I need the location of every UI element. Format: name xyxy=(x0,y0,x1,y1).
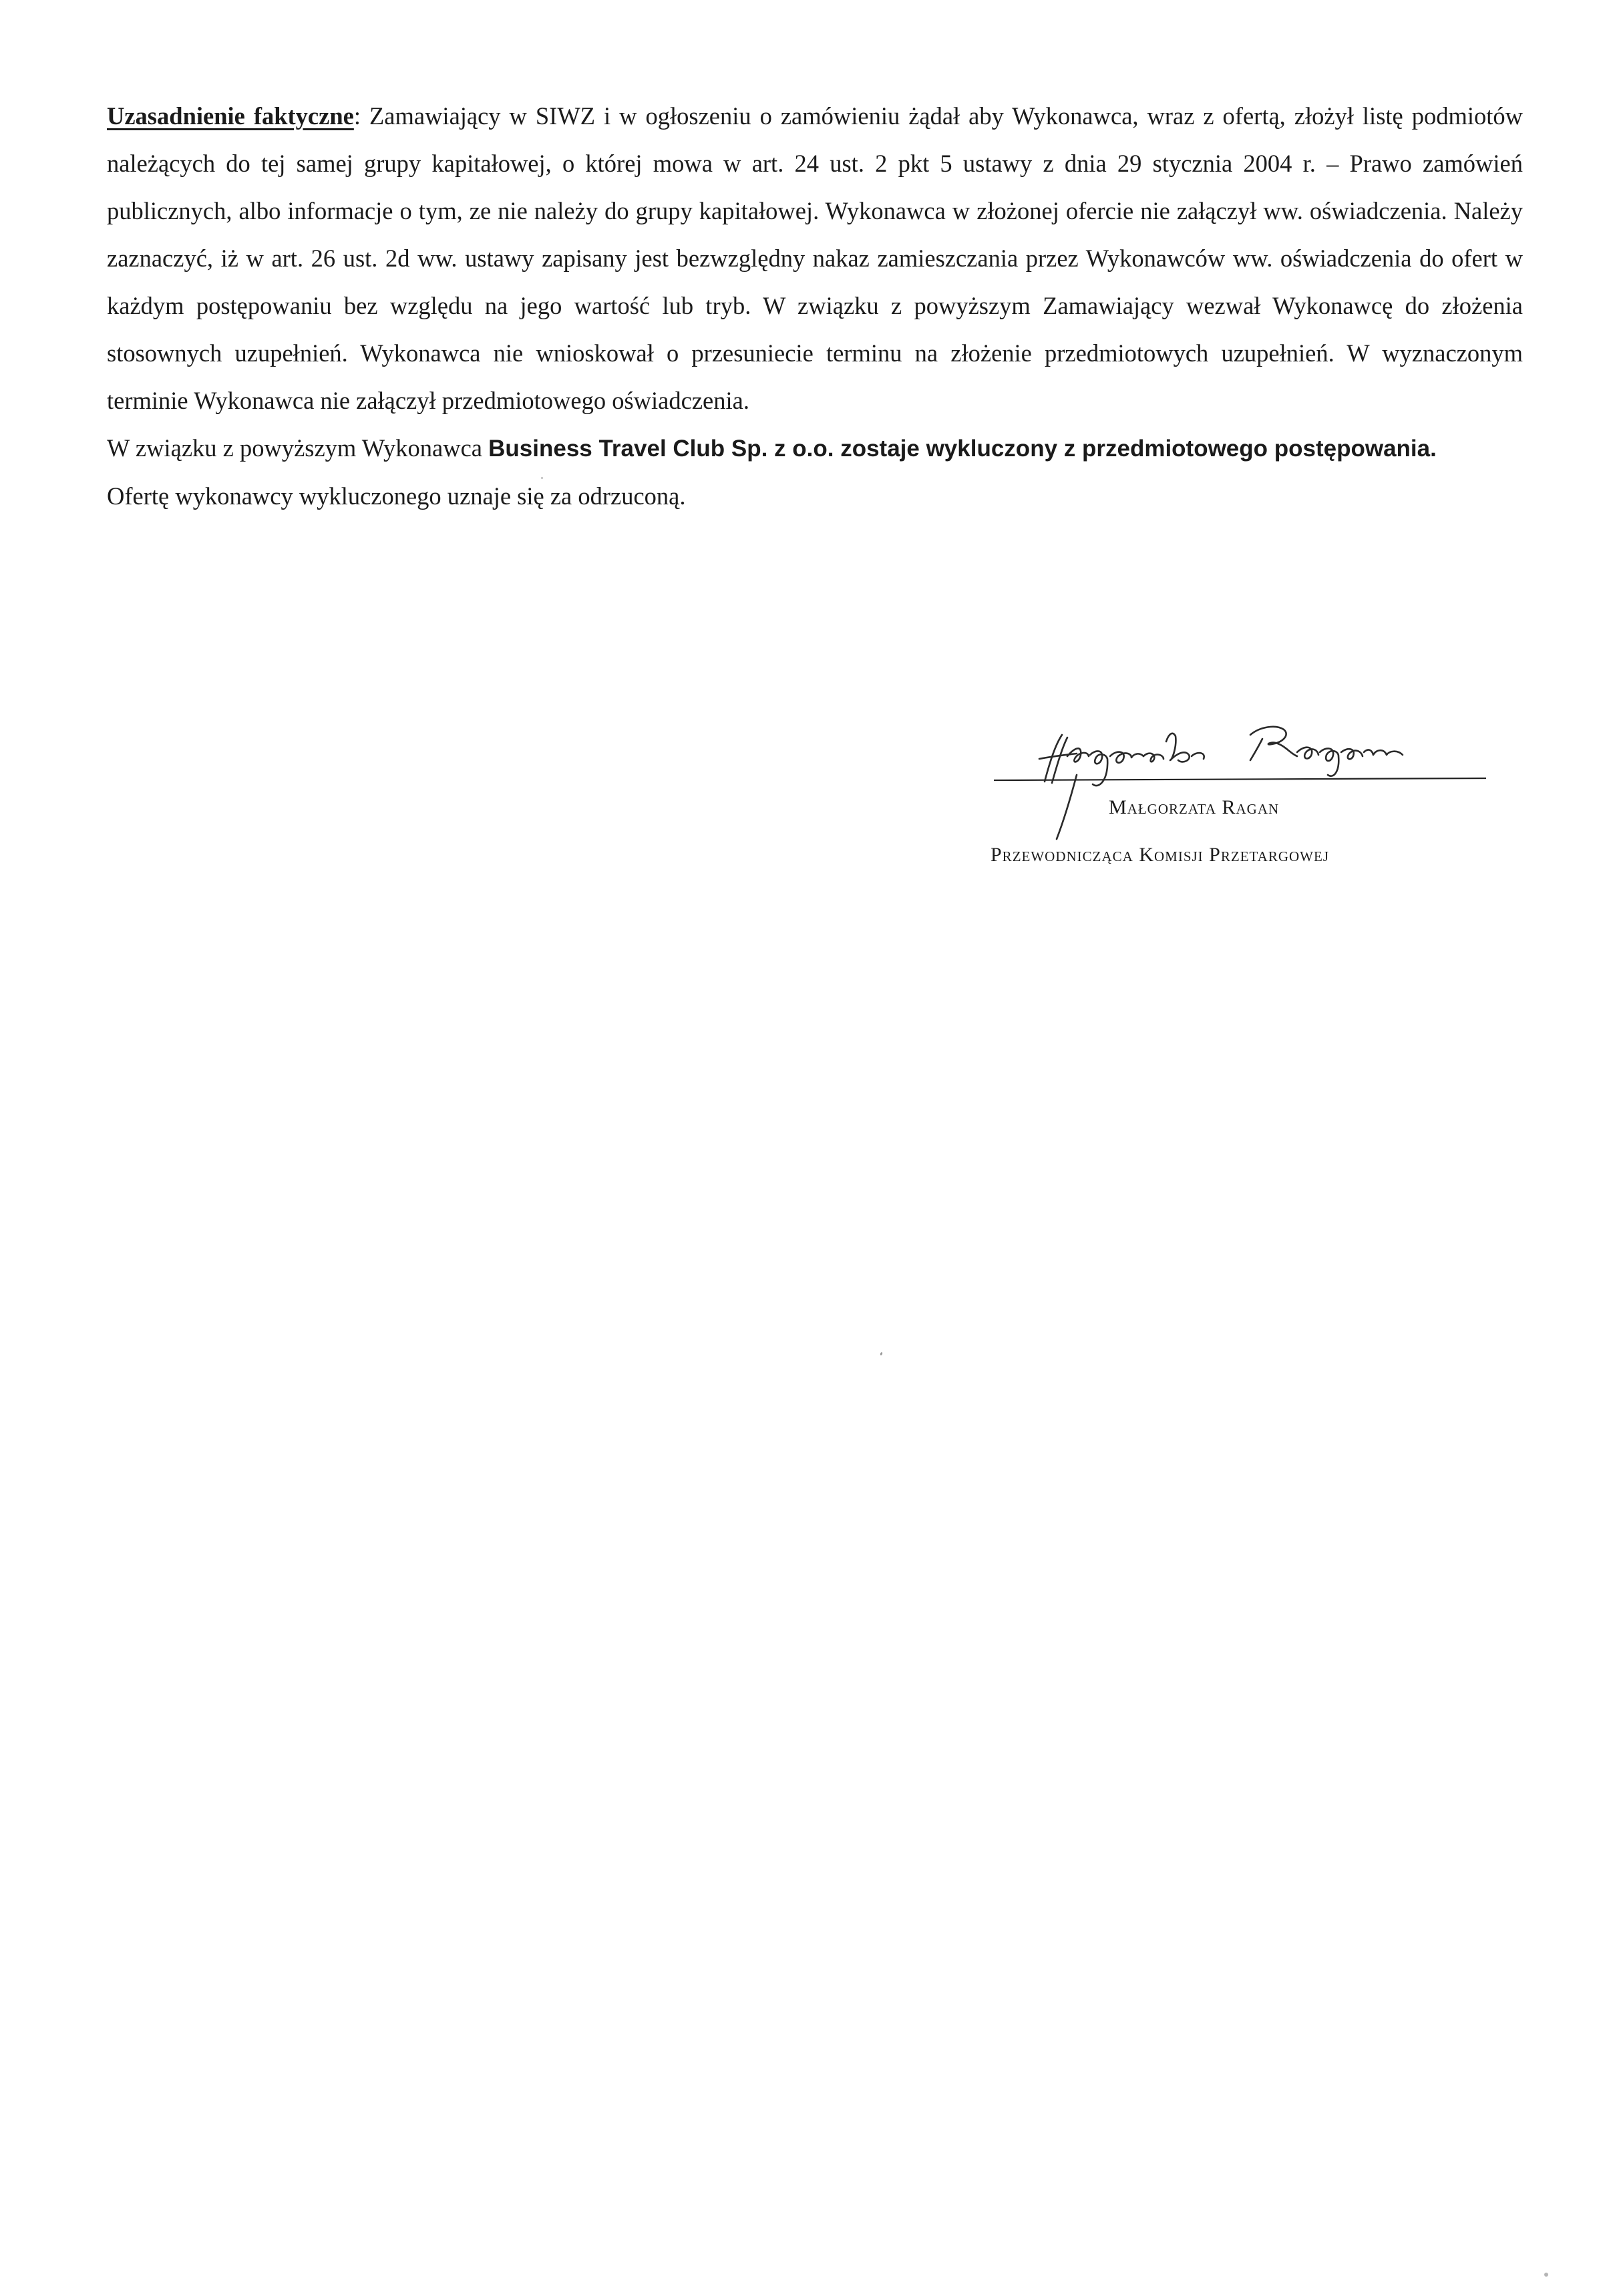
paragraph-exclusion xyxy=(107,424,1523,472)
document-body xyxy=(107,92,1523,520)
paragraph-1-text: Zamawiający w SIWZ i w ogłoszeniu o zamówieniu żądał aby Wykonawca, wraz z ofertą, złożył listę podmiotów należących do tej samej grupy kapitałowej, o której mowa w art. 24 ust. 2 pkt 5 ustawy z dnia 29 stycznia 2004 r. – Prawo zamówień publicznych, albo informacje o tym, ze nie należy do grupy kapitałowej. Wykonawca w złożonej ofercie nie załączył ww. oświadczenia. Należy zaznaczyć, iż w art. 26 ust. 2d ww. ustawy zapisany jest bezwzględny nakaz zamieszczania przez Wykonawców ww. oświadczenia do ofert w każdym postępowaniu bez względu na jego wartość lub tryb. W związku z powyższym Zamawiający wezwał Wykonawcę do złożenia stosownych uzupełnień. Wykonawca nie wnioskował o przesuniecie terminu na złożenie przedmiotowych uzupełnień. W wyznaczonym terminie Wykonawca nie załączył przedmiotowego oświadczenia. xyxy=(107,102,1524,414)
scan-speck xyxy=(1544,2273,1548,2277)
section-label: Uzasadnienie faktyczne xyxy=(107,102,354,130)
handwritten-signature xyxy=(989,715,1496,848)
paragraph-2-bold: Business Travel Club Sp. z o.o. zostaje wykluczony z przedmiotowego postępowania. xyxy=(488,436,1437,462)
signer-title: Przewodnicząca Komisji Przetargowej xyxy=(991,844,1329,866)
paragraph-rejection: Ofertę wykonawcy wykluczonego uznaje się za odrzuconą. xyxy=(107,482,686,510)
section-label-colon: : xyxy=(353,102,361,130)
scan-speck xyxy=(880,1352,883,1356)
signature-block xyxy=(989,715,1496,888)
paragraph-factual-justification xyxy=(107,92,1523,424)
signer-name: Małgorzata Ragan xyxy=(1109,796,1280,818)
paragraph-2-prefix: W związku z powyższym Wykonawca xyxy=(107,434,489,462)
scan-speck xyxy=(541,477,543,479)
